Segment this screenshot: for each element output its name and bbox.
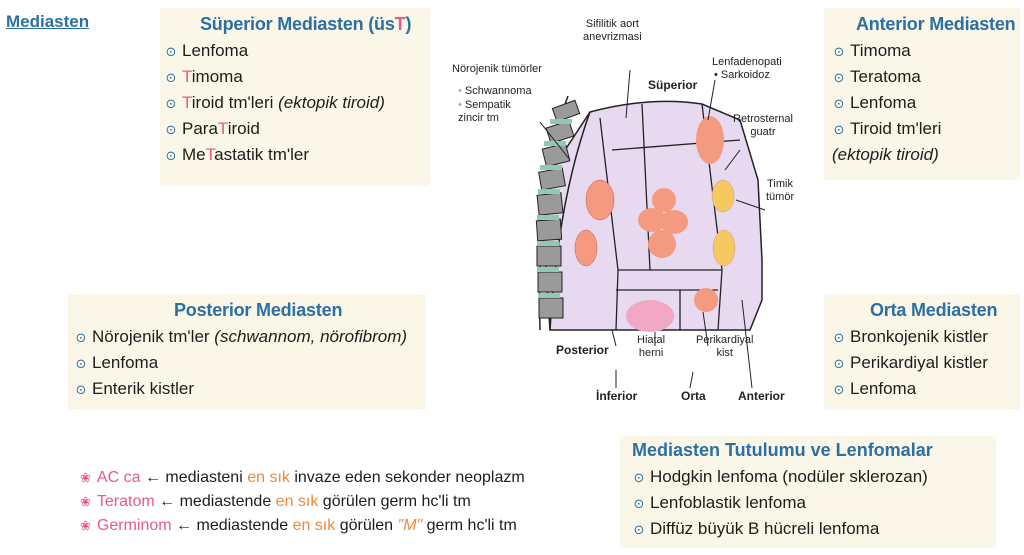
notes-list — [80, 466, 525, 538]
label-lenfadenopati: Lenfadenopati — [712, 56, 782, 68]
list-item: ⊙ Lenfoma — [832, 90, 941, 116]
lesion-middle-1 — [652, 188, 676, 212]
label-hiatal: Hiatal herni — [637, 334, 666, 359]
label-posterior: Posterior — [556, 343, 609, 357]
circle-dot-icon: ⊙ — [165, 44, 177, 59]
list-item: ⊙ Tiroid tm'leri — [832, 116, 941, 142]
list-item: ⊙ Enterik kistler — [74, 376, 407, 402]
flower-bullet-icon: ❀ — [80, 494, 91, 509]
flower-bullet-icon: ❀ — [80, 470, 91, 485]
label-sarkoidoz: • Sarkoidoz — [714, 69, 770, 81]
list-item: ⊙ Timoma — [832, 38, 941, 64]
posterior-title: Posterior Mediasten — [174, 300, 343, 320]
list-item: ⊙ Diffüz büyük B hücreli lenfoma — [632, 516, 928, 542]
lesion-pericardial — [694, 288, 718, 312]
tutulum-title: Mediasten Tutulumu ve Lenfomalar — [632, 440, 933, 460]
page-title: Mediasten — [6, 12, 90, 31]
list-item: ⊙ Perikardiyal kistler — [832, 350, 988, 376]
circle-dot-icon: ⊙ — [833, 330, 845, 345]
circle-dot-icon: ⊙ — [165, 148, 177, 163]
label-norojenik: Nörojenik tümörler — [452, 63, 542, 75]
label-schwannoma: • Schwannoma — [458, 85, 532, 97]
circle-dot-icon: ⊙ — [75, 382, 87, 397]
circle-dot-icon: ⊙ — [75, 330, 87, 345]
circle-dot-icon: ⊙ — [833, 70, 845, 85]
posterior-list — [74, 324, 407, 402]
lesion-middle-4 — [648, 230, 676, 258]
list-item: ⊙ Lenfoma — [74, 350, 407, 376]
list-item-extra: (ektopik tiroid) — [832, 145, 939, 164]
orta-list — [832, 324, 988, 402]
list-item: ⊙ MeTastatik tm'ler — [164, 142, 385, 168]
label-retrosternal: Retrosternal guatr — [733, 113, 793, 138]
superior-title: Süperior Mediasten (üsT) — [200, 14, 412, 34]
anterior-title: Anterior Mediasten — [856, 14, 1016, 34]
list-item: ⊙ Timoma — [164, 64, 385, 90]
note-item: ❀ AC ca ← mediasteni en sık invaze eden sekonder neoplazm — [80, 469, 525, 486]
lesion-posterior-2 — [575, 230, 597, 266]
label-superior: Süperior — [648, 78, 698, 92]
label-sempatik: • Sempatik zincir tm — [458, 99, 511, 124]
circle-dot-icon: ⊙ — [165, 70, 177, 85]
list-item: ⊙ Nörojenik tm'ler (schwannom, nörofibrom) — [74, 324, 407, 350]
label-anterior: Anterior — [738, 389, 785, 403]
list-item: ⊙ Lenfoma — [164, 38, 385, 64]
anterior-list — [832, 38, 941, 167]
label-sifilitik: Sifilitik aort anevrizmasi — [583, 18, 642, 43]
lesion-thymic-1 — [712, 180, 734, 212]
lesion-thymic-2 — [713, 230, 735, 266]
circle-dot-icon: ⊙ — [833, 44, 845, 59]
label-orta: Orta — [681, 389, 706, 403]
circle-dot-icon: ⊙ — [833, 382, 845, 397]
circle-dot-icon: ⊙ — [633, 470, 645, 485]
list-item: ⊙ Lenfoblastik lenfoma — [632, 490, 928, 516]
circle-dot-icon: ⊙ — [833, 96, 845, 111]
lesion-posterior-1 — [586, 180, 614, 220]
circle-dot-icon: ⊙ — [633, 522, 645, 537]
lesion-hiatal — [626, 300, 674, 332]
circle-dot-icon: ⊙ — [165, 122, 177, 137]
circle-dot-icon: ⊙ — [633, 496, 645, 511]
label-timik: Timik tümör — [766, 178, 795, 203]
list-item: ⊙ Teratoma — [832, 64, 941, 90]
list-item: ⊙ Lenfoma — [832, 376, 988, 402]
superior-list — [164, 38, 385, 168]
orta-title: Orta Mediasten — [870, 300, 998, 320]
lesion-retrosternal — [696, 116, 724, 164]
list-item: ⊙ Hodgkin lenfoma (nodüler sklerozan) — [632, 464, 928, 490]
tutulum-list — [632, 464, 928, 542]
list-item: ⊙ Bronkojenik kistler — [832, 324, 988, 350]
circle-dot-icon: ⊙ — [833, 122, 845, 137]
list-item: ⊙ Tiroid tm'leri (ektopik tiroid) — [164, 90, 385, 116]
label-inferior: İnferior — [596, 389, 638, 403]
circle-dot-icon: ⊙ — [165, 96, 177, 111]
flower-bullet-icon: ❀ — [80, 518, 91, 533]
circle-dot-icon: ⊙ — [75, 356, 87, 371]
note-item: ❀ Teratom ← mediastende en sık görülen germ hc'li tm — [80, 493, 471, 510]
label-perikardiyal: Perikardiyal kist — [696, 334, 754, 359]
list-item: ⊙ ParaTiroid — [164, 116, 385, 142]
note-item: ❀ Germinom ← mediastende en sık görülen "M" germ hc'li tm — [80, 517, 517, 534]
circle-dot-icon: ⊙ — [833, 356, 845, 371]
